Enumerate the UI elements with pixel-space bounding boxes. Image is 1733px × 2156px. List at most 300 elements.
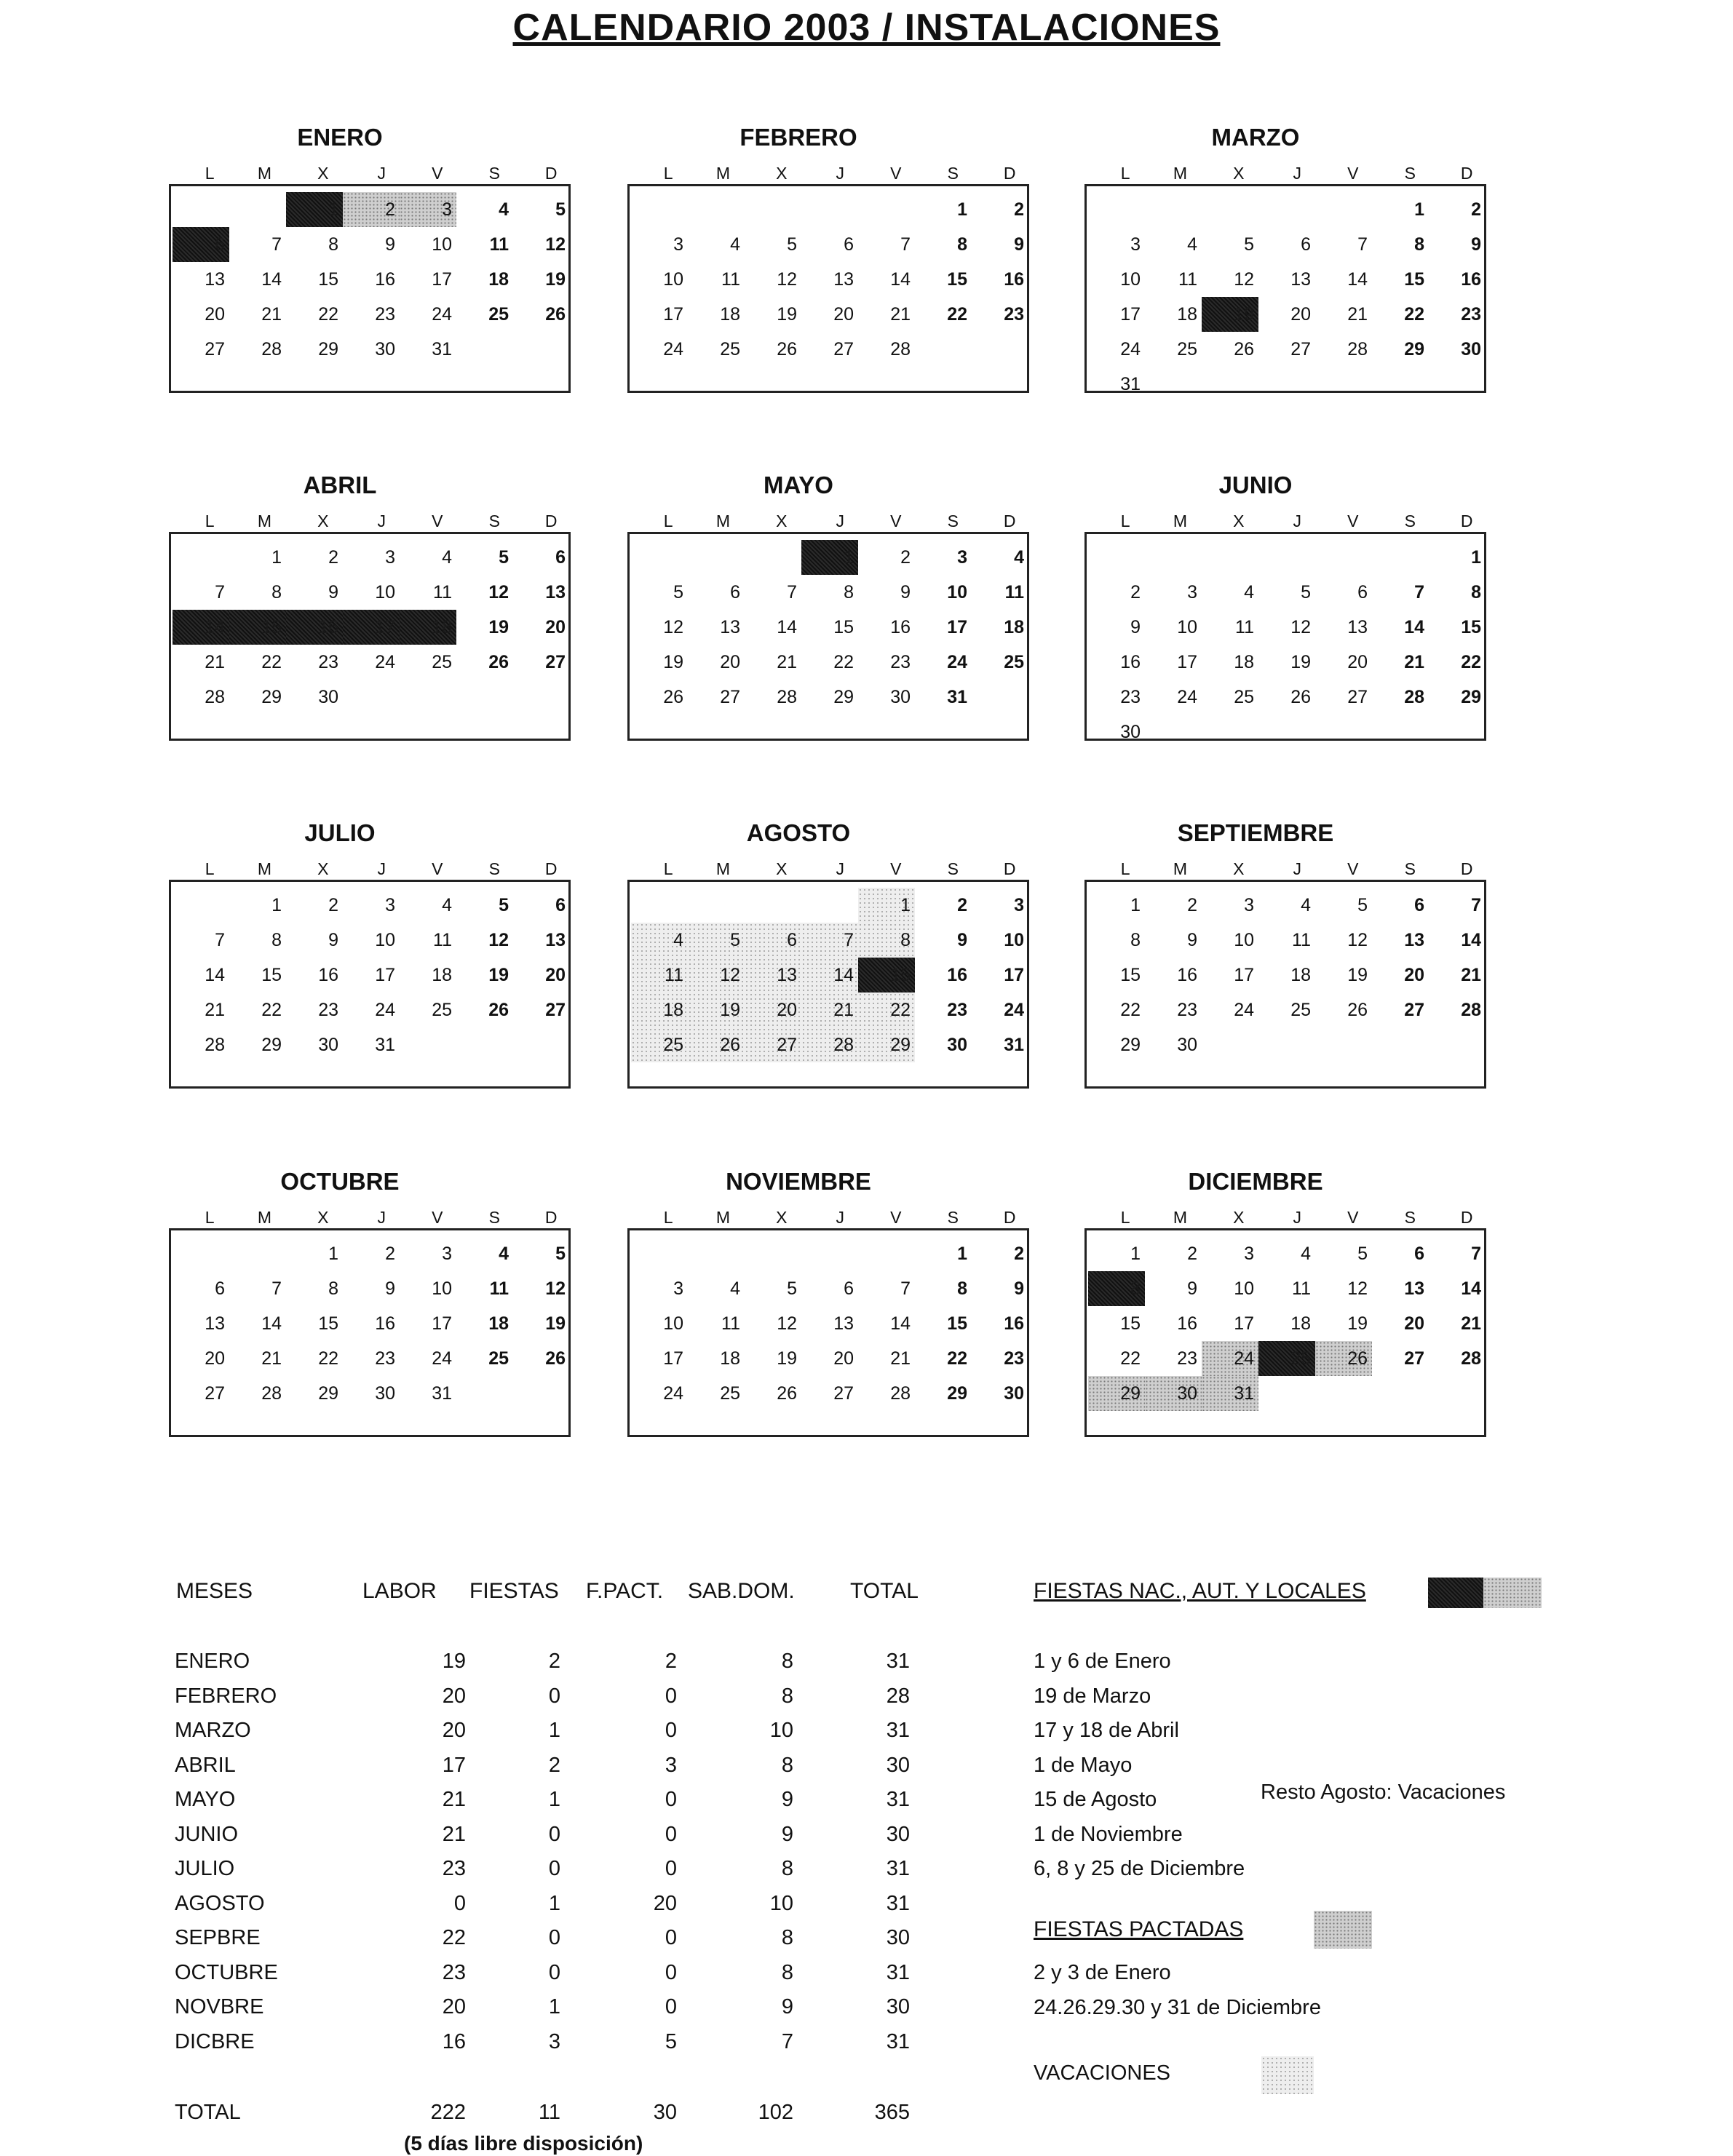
weekday-label: V	[890, 164, 902, 183]
day-cell: 3	[1244, 1244, 1254, 1264]
day-cell: 25	[488, 1348, 509, 1369]
day-cell: 27	[205, 1383, 225, 1404]
total-total: 365	[874, 2101, 910, 2124]
day-cell: 1	[1130, 895, 1141, 915]
day-cell: 8	[328, 1278, 338, 1299]
header-fpact: F.PACT.	[586, 1579, 664, 1603]
day-cell: 27	[1347, 687, 1368, 707]
weekday-label: X	[317, 164, 329, 183]
day-cell: 2	[1187, 1244, 1197, 1264]
row-sabdom: 10	[769, 1891, 793, 1915]
row-labor: 21	[442, 1788, 466, 1811]
day-cell: 16	[1004, 269, 1024, 290]
summary-row	[175, 1719, 939, 1748]
day-cell: 4	[442, 547, 452, 568]
day-cell: 25	[1004, 652, 1024, 672]
day-cell: 10	[663, 269, 683, 290]
day-cell: 17	[432, 1313, 452, 1334]
weekday-label: J	[836, 164, 844, 183]
day-cell: 29	[1120, 1035, 1141, 1055]
day-cell: 3	[1014, 895, 1024, 915]
empty-cell	[172, 540, 229, 575]
day-grid	[172, 192, 570, 367]
day-cell: 6	[1414, 1244, 1424, 1264]
day-grid	[172, 540, 570, 715]
weekday-header	[1087, 164, 1488, 183]
day-cell: 3	[673, 234, 683, 255]
day-cell: 9	[385, 1278, 395, 1299]
weekday-label: J	[1293, 1208, 1301, 1227]
day-cell: 15	[1461, 617, 1481, 637]
empty-cell	[745, 888, 801, 923]
empty-cell	[1202, 540, 1258, 575]
empty-cell	[1258, 192, 1315, 227]
day-cell: 10	[947, 582, 967, 602]
day-cell: 26	[777, 1383, 797, 1404]
month-name: ABRIL	[303, 472, 377, 498]
weekday-label: L	[1120, 859, 1130, 878]
row-total: 31	[886, 1960, 910, 1984]
day-cell: 27	[545, 652, 566, 672]
weekday-label: J	[1293, 164, 1301, 183]
day-cell: 20	[1404, 1313, 1424, 1334]
day-cell: 8	[957, 234, 967, 255]
vacation-swatch	[1261, 2056, 1314, 2094]
total-sabdom: 102	[758, 2101, 793, 2124]
empty-cell	[631, 192, 688, 227]
day-cell: 30	[375, 339, 395, 359]
row-month: JUNIO	[175, 1822, 238, 1846]
empty-cell	[172, 192, 229, 227]
day-cell: 17	[663, 304, 683, 325]
day-cell: 22	[1120, 1348, 1141, 1369]
day-cell: 18	[720, 304, 740, 325]
row-labor: 20	[442, 1995, 466, 2018]
day-cell: 22	[947, 1348, 967, 1369]
weekday-label: L	[1120, 164, 1130, 183]
row-sabdom: 8	[781, 1684, 793, 1708]
weekday-header	[1087, 512, 1488, 531]
day-cell: 24	[1234, 1000, 1254, 1020]
day-cell: 7	[1357, 234, 1368, 255]
day-cell: 23	[1461, 304, 1481, 325]
weekday-label: L	[663, 1208, 673, 1227]
day-cell: 12	[1290, 617, 1311, 637]
weekday-label: S	[947, 164, 959, 183]
day-cell: 26	[488, 652, 509, 672]
day-cell: 2	[328, 895, 338, 915]
day-cell: 25	[432, 652, 452, 672]
day-cell: 29	[261, 1035, 282, 1055]
row-fpact: 5	[665, 2029, 677, 2053]
day-cell: 6	[844, 234, 854, 255]
day-cell: 18	[1004, 617, 1024, 637]
day-cell: 4	[730, 1278, 740, 1299]
day-cell: 12	[545, 1278, 566, 1299]
vacation-cell: 5	[688, 923, 745, 958]
month-box	[627, 184, 1029, 393]
weekday-label: X	[1233, 859, 1245, 878]
national-holiday-cell: 19	[1202, 297, 1258, 332]
day-cell: 23	[1004, 1348, 1024, 1369]
weekday-label: S	[947, 512, 959, 530]
day-cell: 6	[555, 547, 566, 568]
day-cell: 25	[1234, 687, 1254, 707]
day-cell: 31	[947, 687, 967, 707]
day-cell: 12	[777, 269, 797, 290]
empty-cell	[745, 1236, 801, 1271]
day-cell: 28	[890, 339, 911, 359]
weekday-label: L	[205, 164, 215, 183]
day-cell: 29	[318, 1383, 338, 1404]
agreed-holiday-cell: 31	[1202, 1376, 1258, 1411]
national-holiday-cell: 16	[286, 610, 343, 645]
row-fpact: 0	[665, 1857, 677, 1880]
national-holiday-cell: 1	[286, 192, 343, 227]
day-cell: 9	[385, 234, 395, 255]
day-cell: 22	[947, 304, 967, 325]
empty-cell	[688, 540, 745, 575]
row-labor: 23	[442, 1960, 466, 1984]
row-fpact: 3	[665, 1753, 677, 1777]
empty-cell	[1202, 192, 1258, 227]
day-cell: 25	[1177, 339, 1197, 359]
national-holiday-cell: 6	[172, 227, 229, 262]
day-cell: 3	[1130, 234, 1141, 255]
day-cell: 16	[947, 965, 967, 985]
day-cell: 11	[1292, 1278, 1311, 1299]
weekday-label: V	[432, 1208, 443, 1227]
row-total: 31	[886, 1719, 910, 1742]
empty-cell	[801, 888, 858, 923]
row-total: 28	[886, 1684, 910, 1708]
day-cell: 21	[261, 304, 282, 325]
national-holiday-item: 19 de Marzo	[1034, 1684, 1151, 1708]
row-fpact: 0	[665, 1719, 677, 1742]
day-cell: 14	[1347, 269, 1368, 290]
weekday-label: S	[947, 859, 959, 878]
day-cell: 23	[1177, 1000, 1197, 1020]
summary-row	[175, 1892, 939, 1921]
weekday-header	[630, 859, 1031, 879]
empty-cell	[1315, 540, 1372, 575]
agreed-holiday-cell: 24	[1202, 1341, 1258, 1376]
day-grid	[172, 1236, 570, 1411]
weekday-label: J	[836, 1208, 844, 1227]
day-cell: 8	[957, 1278, 967, 1299]
day-cell: 29	[1404, 339, 1424, 359]
month-box	[627, 880, 1029, 1089]
weekday-label: J	[1293, 859, 1301, 878]
weekday-label: X	[1233, 512, 1245, 530]
day-cell: 23	[318, 1000, 338, 1020]
row-total: 30	[886, 1753, 910, 1777]
day-cell: 20	[205, 304, 225, 325]
weekday-header	[172, 164, 572, 183]
day-cell: 4	[730, 234, 740, 255]
weekday-label: M	[257, 1208, 271, 1227]
day-cell: 18	[432, 965, 452, 985]
day-cell: 14	[1461, 930, 1481, 950]
day-cell: 2	[385, 1244, 395, 1264]
vacation-cell: 13	[745, 958, 801, 993]
day-cell: 23	[318, 652, 338, 672]
day-cell: 20	[1290, 304, 1311, 325]
weekday-label: V	[432, 164, 443, 183]
day-cell: 10	[375, 582, 395, 602]
day-grid	[1088, 192, 1486, 402]
row-total: 30	[886, 1926, 910, 1949]
row-month: JULIO	[175, 1857, 235, 1880]
day-cell: 11	[1235, 617, 1254, 637]
day-cell: 19	[545, 269, 566, 290]
national-holiday-cell: 15	[229, 610, 286, 645]
row-total: 30	[886, 1822, 910, 1846]
day-cell: 17	[1004, 965, 1024, 985]
day-cell: 22	[318, 304, 338, 325]
header-sabdom: SAB.DOM.	[688, 1579, 795, 1603]
day-cell: 20	[1347, 652, 1368, 672]
day-cell: 26	[777, 339, 797, 359]
day-cell: 13	[1347, 617, 1368, 637]
day-cell: 25	[720, 339, 740, 359]
day-cell: 30	[318, 1035, 338, 1055]
day-cell: 26	[545, 1348, 566, 1369]
empty-cell	[1315, 192, 1372, 227]
row-month: SEPBRE	[175, 1926, 261, 1949]
day-cell: 12	[1347, 1278, 1368, 1299]
day-grid	[1088, 888, 1486, 1062]
empty-cell	[801, 192, 858, 227]
empty-cell	[172, 1236, 229, 1271]
summary-row	[175, 1788, 939, 1817]
day-cell: 20	[205, 1348, 225, 1369]
day-cell: 13	[1404, 1278, 1424, 1299]
vacation-cell: 18	[631, 993, 688, 1027]
day-cell: 2	[1187, 895, 1197, 915]
day-cell: 9	[1130, 617, 1141, 637]
day-cell: 9	[1187, 1278, 1197, 1299]
row-fiestas: 0	[548, 1822, 560, 1846]
month-name: SEPTIEMBRE	[1177, 819, 1334, 846]
empty-cell	[858, 192, 915, 227]
row-fpact: 0	[665, 1995, 677, 2018]
row-total: 31	[886, 2029, 910, 2053]
weekday-label: M	[715, 164, 730, 183]
empty-cell	[688, 192, 745, 227]
empty-cell	[229, 192, 286, 227]
day-cell: 24	[375, 652, 395, 672]
day-cell: 7	[787, 582, 797, 602]
total-note: (5 días libre disposición)	[404, 2132, 643, 2155]
month-box	[169, 532, 571, 741]
day-cell: 22	[318, 1348, 338, 1369]
day-cell: 17	[1177, 652, 1197, 672]
month-name: ENERO	[297, 124, 383, 151]
day-cell: 10	[432, 1278, 452, 1299]
weekday-label: D	[544, 512, 558, 530]
legend-national-title: FIESTAS NAC., AUT. Y LOCALES	[1034, 1579, 1366, 1603]
day-cell: 4	[499, 199, 509, 220]
day-cell: 13	[833, 1313, 854, 1334]
weekday-label: L	[1120, 512, 1130, 530]
row-fpact: 0	[665, 1822, 677, 1846]
day-cell: 6	[730, 582, 740, 602]
weekday-label: M	[257, 859, 271, 878]
day-cell: 29	[1461, 687, 1481, 707]
day-cell: 16	[318, 965, 338, 985]
day-cell: 7	[1471, 895, 1481, 915]
day-cell: 4	[1301, 895, 1311, 915]
empty-cell	[688, 888, 745, 923]
row-month: OCTUBRE	[175, 1960, 278, 1984]
row-labor: 21	[442, 1822, 466, 1846]
weekday-label: M	[1173, 164, 1187, 183]
weekday-label: M	[1173, 859, 1187, 878]
month-name: NOVIEMBRE	[726, 1168, 871, 1195]
national-holiday-cell: 17	[343, 610, 400, 645]
row-sabdom: 8	[781, 1926, 793, 1949]
day-cell: 11	[721, 1313, 740, 1334]
row-sabdom: 8	[781, 1753, 793, 1777]
day-cell: 21	[777, 652, 797, 672]
day-cell: 24	[1120, 339, 1141, 359]
vacation-cell: 21	[801, 993, 858, 1027]
agreed-holiday-cell: 30	[1145, 1376, 1202, 1411]
vacation-cell: 25	[631, 1027, 688, 1062]
weekday-label: L	[663, 512, 673, 530]
month-box	[627, 532, 1029, 741]
day-cell: 6	[215, 1278, 225, 1299]
day-cell: 21	[1461, 965, 1481, 985]
empty-cell	[1372, 540, 1429, 575]
month-box	[169, 880, 571, 1089]
day-cell: 21	[205, 1000, 225, 1020]
day-cell: 15	[1120, 1313, 1141, 1334]
day-cell: 2	[1014, 199, 1024, 220]
day-grid	[631, 1236, 1028, 1411]
day-cell: 17	[375, 965, 395, 985]
day-cell: 7	[271, 1278, 282, 1299]
day-cell: 2	[957, 895, 967, 915]
row-fiestas: 3	[548, 2029, 560, 2053]
day-cell: 11	[433, 930, 452, 950]
day-cell: 10	[432, 234, 452, 255]
empty-cell	[858, 1236, 915, 1271]
row-labor: 16	[442, 2029, 466, 2053]
weekday-label: M	[1173, 1208, 1187, 1227]
day-cell: 9	[1187, 930, 1197, 950]
month-name: DICIEMBRE	[1188, 1168, 1323, 1195]
vacation-cell: 6	[745, 923, 801, 958]
month-name: AGOSTO	[746, 819, 851, 846]
day-cell: 17	[1234, 1313, 1254, 1334]
day-cell: 21	[890, 304, 911, 325]
row-total: 31	[886, 1788, 910, 1811]
day-cell: 11	[1004, 582, 1024, 602]
day-cell: 23	[947, 1000, 967, 1020]
empty-cell	[631, 1236, 688, 1271]
day-cell: 10	[1120, 269, 1141, 290]
day-cell: 20	[545, 965, 566, 985]
day-cell: 14	[890, 1313, 911, 1334]
empty-cell	[1258, 540, 1315, 575]
day-cell: 9	[1471, 234, 1481, 255]
day-cell: 1	[957, 199, 967, 220]
day-cell: 1	[271, 547, 282, 568]
day-cell: 6	[1414, 895, 1424, 915]
day-cell: 21	[1461, 1313, 1481, 1334]
day-cell: 19	[663, 652, 683, 672]
day-cell: 25	[1290, 1000, 1311, 1020]
row-fiestas: 1	[548, 1891, 560, 1915]
month-name: FEBRERO	[739, 124, 857, 151]
day-cell: 7	[900, 1278, 911, 1299]
vacation-cell: 1	[858, 888, 915, 923]
month-box	[169, 184, 571, 393]
weekday-label: L	[205, 512, 215, 530]
day-cell: 21	[205, 652, 225, 672]
weekday-label: L	[205, 1208, 215, 1227]
day-cell: 30	[947, 1035, 967, 1055]
weekday-label: X	[317, 859, 329, 878]
national-holiday-item: 1 de Mayo	[1034, 1753, 1133, 1777]
weekday-label: J	[836, 859, 844, 878]
weekday-header	[1087, 859, 1488, 879]
vacation-cell: 26	[688, 1027, 745, 1062]
row-labor: 20	[442, 1684, 466, 1708]
vacation-cell: 28	[801, 1027, 858, 1062]
day-cell: 24	[432, 304, 452, 325]
day-cell: 13	[205, 1313, 225, 1334]
day-cell: 20	[545, 617, 566, 637]
weekday-label: D	[1460, 164, 1473, 183]
day-cell: 4	[1187, 234, 1197, 255]
empty-cell	[172, 888, 229, 923]
weekday-label: J	[1293, 512, 1301, 530]
summary-total-row	[175, 2101, 939, 2130]
day-cell: 25	[432, 1000, 452, 1020]
summary-row	[175, 1754, 939, 1783]
day-cell: 19	[777, 304, 797, 325]
weekday-label: S	[1404, 1208, 1416, 1227]
weekday-label: M	[257, 164, 271, 183]
weekday-header	[172, 512, 572, 531]
day-cell: 11	[433, 582, 452, 602]
weekday-label: J	[836, 512, 844, 530]
day-cell: 9	[328, 582, 338, 602]
day-cell: 11	[721, 269, 740, 290]
national-holiday-cell: 25	[1258, 1341, 1315, 1376]
weekday-label: X	[317, 1208, 329, 1227]
weekday-label: S	[488, 1208, 500, 1227]
header-total: TOTAL	[850, 1579, 919, 1603]
day-cell: 28	[205, 1035, 225, 1055]
weekday-label: S	[488, 859, 500, 878]
day-cell: 27	[1404, 1348, 1424, 1369]
day-cell: 20	[720, 652, 740, 672]
row-sabdom: 9	[781, 1822, 793, 1846]
day-cell: 18	[720, 1348, 740, 1369]
day-cell: 4	[1301, 1244, 1311, 1264]
day-cell: 21	[1404, 652, 1424, 672]
day-cell: 18	[1290, 965, 1311, 985]
weekday-label: V	[890, 859, 902, 878]
vacation-cell: 4	[631, 923, 688, 958]
weekday-label: S	[1404, 164, 1416, 183]
empty-cell	[1145, 540, 1202, 575]
day-cell: 19	[488, 965, 509, 985]
